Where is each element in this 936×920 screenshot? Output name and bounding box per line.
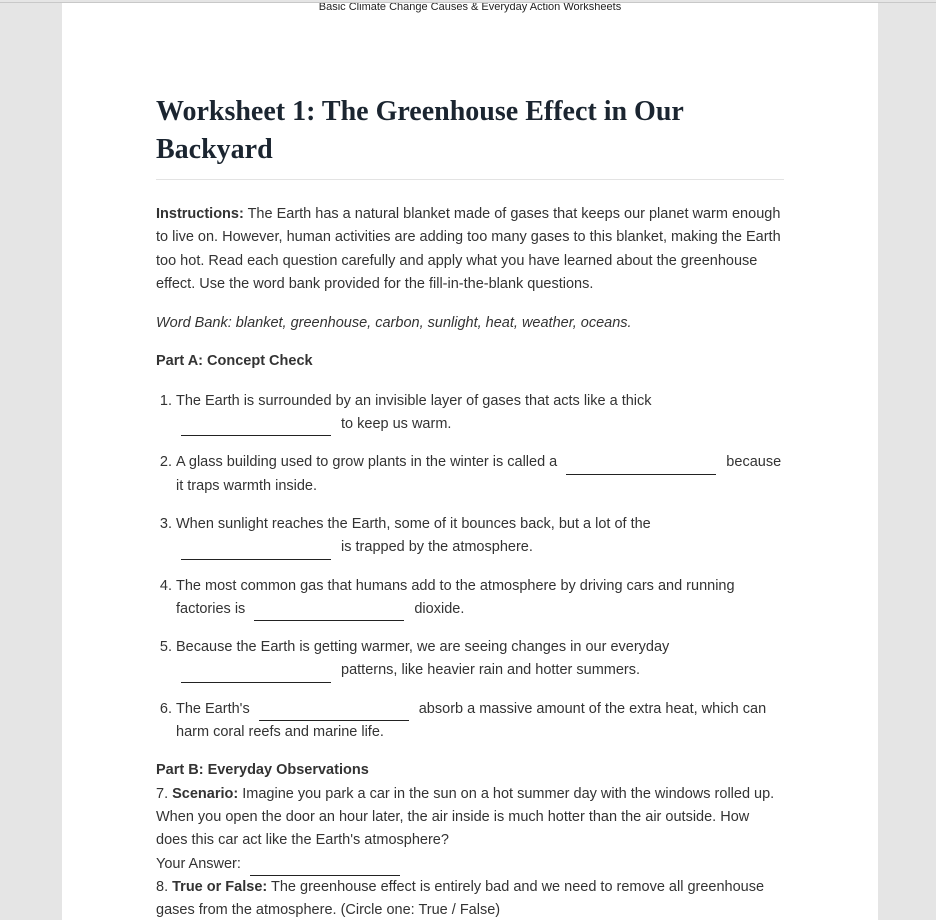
answer-blank-5[interactable] [181,665,331,683]
part-b-heading: Part B: Everyday Observations [156,762,369,779]
scenario-label: Scenario: [172,785,239,802]
instructions-paragraph [156,203,784,296]
question-4: 4. The most common gas that humans add to the atmosphere by driving cars and running factories is dioxide. [176,575,784,622]
question-5: 5. Because the Earth is getting warmer, we are seeing changes in our everyday patterns, like heavier rain and hotter summers. [176,636,784,683]
instructions-label: Instructions: [156,206,244,222]
answer-blank-1[interactable] [181,418,331,436]
instructions-text: The Earth has a natural blanket made of gases that keeps our planet warm enough to live on. However, human activities are adding too many gases to this blanket, making the Earth too hot. Read each question carefully and apply what you have learned about the greenhouse effect. Use the word bank provided for the fill-in-the-blank questions. [156,206,781,292]
question-6: 6. The Earth's absorb a massive amount of the extra heat, which can harm coral reefs and marine life. [176,698,784,745]
true-false-label: True or False: [172,878,268,895]
question-1: 1. The Earth is surrounded by an invisible layer of gases that acts like a thick to keep us warm. [176,390,784,437]
answer-blank-2[interactable] [566,457,716,475]
question-2: 2. A glass building used to grow plants in the winter is called a because it traps warmth inside. [176,451,784,498]
part-a-heading: Part A: Concept Check [156,353,313,370]
word-bank: Word Bank: blanket, greenhouse, carbon, sunlight, heat, weather, oceans. [156,315,632,332]
question-7: 7. Scenario: Imagine you park a car in the sun on a hot summer day with the windows rolled up. When you open the door an hour later, the air inside is much hotter than the air outside. How does this car act like the Earth's atmosphere? [156,785,775,849]
concept-check-list [156,390,784,745]
answer-blank-6[interactable] [259,703,409,721]
question-3: 3. When sunlight reaches the Earth, some of it bounces back, but a lot of the is trapped by the atmosphere. [176,513,784,560]
worksheet-title: Worksheet 1: The Greenhouse Effect in Our Backyard [156,93,784,180]
running-header: Basic Climate Change Causes & Everyday Action Worksheets [318,3,622,13]
answer-blank-7[interactable] [250,858,400,876]
worksheet-page [62,3,878,920]
answer-line-7 [156,853,784,876]
answer-blank-3[interactable] [181,542,331,560]
question-8: 8. True or False: The greenhouse effect is entirely bad and we need to remove all greenhouse gases from the atmosphere. (Circle one: True / False) [156,878,765,919]
worksheet-content [156,93,784,920]
your-answer-label: Your Answer: [156,855,245,872]
answer-blank-4[interactable] [254,603,404,621]
